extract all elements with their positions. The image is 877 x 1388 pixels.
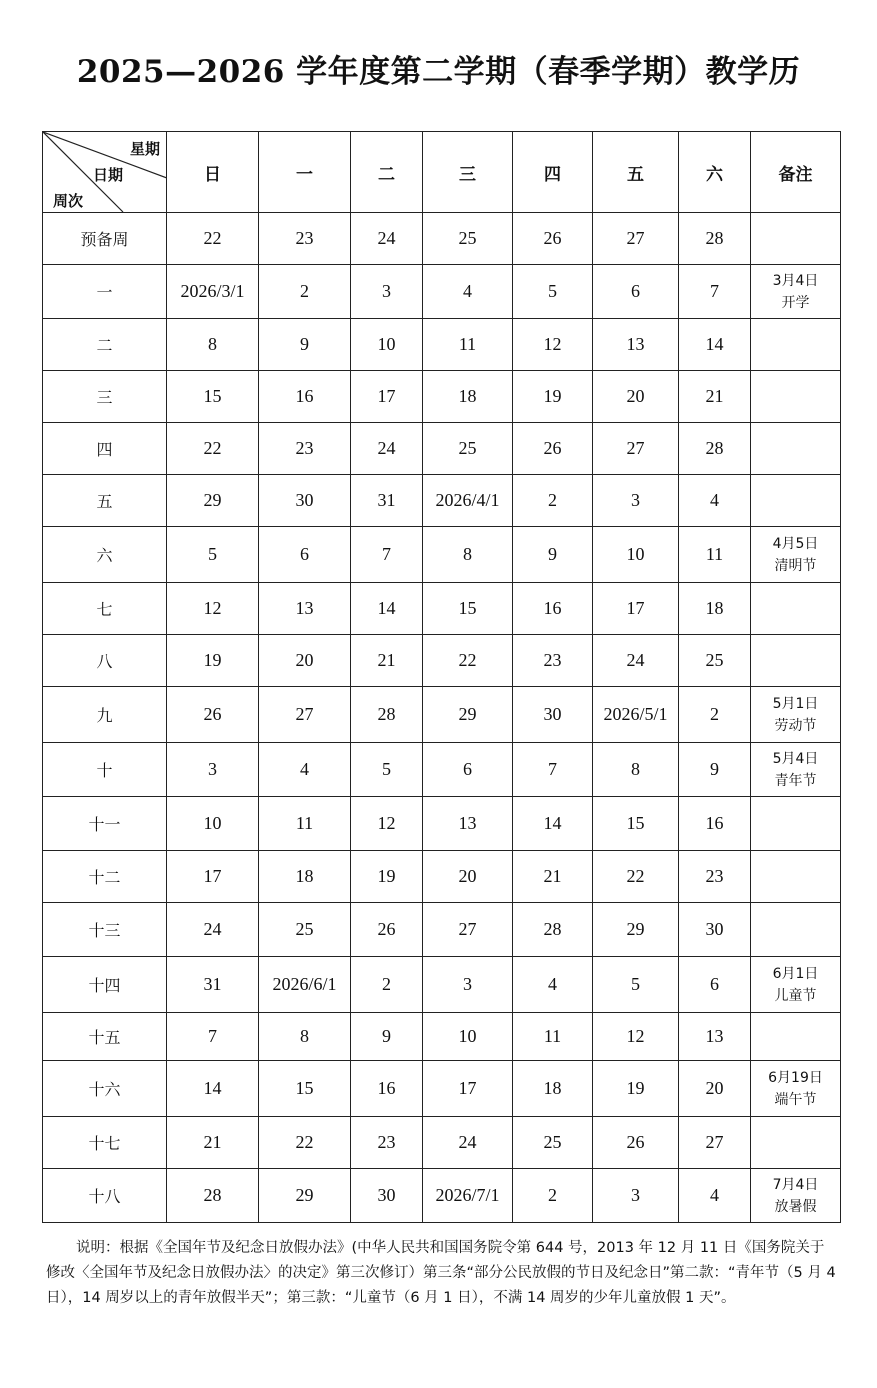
note-date: 6月19日 [768,1069,823,1086]
week-number-cell: 预备周 [43,213,167,265]
date-cell: 18 [679,583,751,635]
date-cell: 12 [513,319,593,371]
date-cell: 7 [167,1013,259,1061]
date-cell: 5 [593,957,679,1013]
date-cell: 2026/7/1 [423,1169,513,1223]
date-cell: 15 [423,583,513,635]
date-cell: 27 [423,903,513,957]
date-cell: 6 [423,743,513,797]
date-cell: 14 [513,797,593,851]
date-cell: 30 [259,475,351,527]
date-cell: 20 [423,851,513,903]
date-cell: 16 [679,797,751,851]
table-row [43,743,841,797]
header-day-thu: 四 [513,132,593,213]
date-cell: 2026/4/1 [423,475,513,527]
date-cell: 6 [593,265,679,319]
date-cell: 10 [593,527,679,583]
note-cell [751,213,841,265]
date-cell: 10 [167,797,259,851]
date-cell: 9 [679,743,751,797]
date-cell: 23 [259,213,351,265]
note-cell [751,371,841,423]
date-cell: 23 [513,635,593,687]
week-number-cell: 四 [43,423,167,475]
date-cell: 29 [259,1169,351,1223]
table-row [43,1013,841,1061]
page-title: 2025—2026 学年度第二学期（春季学期）教学历 [76,54,801,90]
date-cell: 31 [167,957,259,1013]
date-cell: 28 [167,1169,259,1223]
date-cell: 22 [593,851,679,903]
date-cell: 2 [351,957,423,1013]
date-cell: 13 [423,797,513,851]
date-cell: 15 [593,797,679,851]
note-cell [751,583,841,635]
note-date: 4月5日 [772,535,819,552]
date-cell: 26 [351,903,423,957]
table-row [43,265,841,319]
note-event: 放暑假 [774,1198,817,1215]
calendar-body [43,213,841,1223]
table-row [43,687,841,743]
table-row [43,1169,841,1223]
date-cell: 19 [513,371,593,423]
week-number-cell: 十二 [43,851,167,903]
date-cell: 26 [167,687,259,743]
date-cell: 19 [351,851,423,903]
header-row [43,132,841,213]
header-day-tue: 二 [351,132,423,213]
table-row [43,903,841,957]
date-cell: 4 [679,1169,751,1223]
date-cell: 27 [679,1117,751,1169]
week-number-cell: 七 [43,583,167,635]
date-cell: 3 [167,743,259,797]
note-cell [751,851,841,903]
date-cell: 30 [351,1169,423,1223]
week-number-cell: 十五 [43,1013,167,1061]
date-cell: 13 [593,319,679,371]
date-cell: 28 [351,687,423,743]
date-cell: 26 [513,423,593,475]
note-date: 6月1日 [772,965,819,982]
note-cell [751,423,841,475]
note-cell [751,687,841,743]
header-day-sat: 六 [679,132,751,213]
week-number-cell: 五 [43,475,167,527]
date-cell: 11 [679,527,751,583]
date-cell: 30 [679,903,751,957]
date-cell: 25 [679,635,751,687]
date-cell: 24 [351,213,423,265]
date-cell: 11 [423,319,513,371]
week-number-cell: 十六 [43,1061,167,1117]
date-cell: 4 [259,743,351,797]
date-cell: 8 [423,527,513,583]
date-cell: 24 [167,903,259,957]
date-cell: 29 [423,687,513,743]
date-cell: 12 [167,583,259,635]
date-cell: 4 [423,265,513,319]
week-number-cell: 六 [43,527,167,583]
date-cell: 2 [513,1169,593,1223]
date-cell: 8 [167,319,259,371]
date-cell: 24 [423,1117,513,1169]
week-number-cell: 十四 [43,957,167,1013]
week-number-cell: 二 [43,319,167,371]
date-cell: 3 [593,1169,679,1223]
date-cell: 7 [679,265,751,319]
date-cell: 3 [351,265,423,319]
date-cell: 11 [259,797,351,851]
date-cell: 28 [513,903,593,957]
date-cell: 8 [593,743,679,797]
week-number-cell: 三 [43,371,167,423]
table-row [43,319,841,371]
date-cell: 9 [513,527,593,583]
table-row [43,583,841,635]
date-cell: 29 [167,475,259,527]
date-cell: 18 [513,1061,593,1117]
note-date: 5月4日 [772,750,819,767]
footnote: 说明：根据《全国年节及纪念日放假办法》(中华人民共和国国务院令第 644 号，2013 年 12 月 11 日《国务院关于修改〈全国年节及纪念日放假办法〉的决定》第三次修订）第三条“部分公民放假的节日及纪念日”第二款：“青年节（5 月 4 日），14 周岁以上的青年放假半天”；第三款：“儿童节（6 月 1 日），不满 14 周岁的少年儿童放假 1 天”。 [46,1240,836,1306]
week-number-cell: 十七 [43,1117,167,1169]
note-event: 儿童节 [774,987,817,1004]
date-cell: 12 [351,797,423,851]
calendar-table [42,131,841,1223]
table-row [43,851,841,903]
date-cell: 5 [351,743,423,797]
date-cell: 16 [259,371,351,423]
date-cell: 29 [593,903,679,957]
date-cell: 21 [679,371,751,423]
date-cell: 17 [593,583,679,635]
date-cell: 25 [423,423,513,475]
date-cell: 16 [351,1061,423,1117]
table-row [43,475,841,527]
corner-header-cell [43,132,167,213]
table-row [43,527,841,583]
date-cell: 15 [259,1061,351,1117]
date-cell: 10 [351,319,423,371]
note-date: 7月4日 [772,1176,819,1193]
date-cell: 18 [423,371,513,423]
date-cell: 28 [679,213,751,265]
header-day-sun: 日 [167,132,259,213]
date-cell: 6 [679,957,751,1013]
date-cell: 23 [259,423,351,475]
date-cell: 13 [679,1013,751,1061]
date-cell: 19 [167,635,259,687]
date-cell: 3 [423,957,513,1013]
corner-date-label: 日期 [93,166,124,184]
date-cell: 17 [167,851,259,903]
date-cell: 3 [593,475,679,527]
date-cell: 2 [513,475,593,527]
note-cell [751,743,841,797]
date-cell: 24 [593,635,679,687]
date-cell: 20 [593,371,679,423]
date-cell: 25 [423,213,513,265]
week-number-cell: 十一 [43,797,167,851]
note-date: 5月1日 [772,695,819,712]
note-cell [751,797,841,851]
note-cell [751,1117,841,1169]
date-cell: 12 [593,1013,679,1061]
note-cell [751,635,841,687]
week-number-cell: 十 [43,743,167,797]
date-cell: 25 [513,1117,593,1169]
week-number-cell: 一 [43,265,167,319]
date-cell: 27 [259,687,351,743]
table-row [43,635,841,687]
date-cell: 14 [679,319,751,371]
date-cell: 23 [351,1117,423,1169]
header-day-wed: 三 [423,132,513,213]
date-cell: 13 [259,583,351,635]
date-cell: 15 [167,371,259,423]
date-cell: 8 [259,1013,351,1061]
table-row [43,1117,841,1169]
date-cell: 2 [679,687,751,743]
table-row [43,423,841,475]
header-notes: 备注 [751,132,841,213]
header-day-mon: 一 [259,132,351,213]
week-number-cell: 十三 [43,903,167,957]
date-cell: 24 [351,423,423,475]
date-cell: 2 [259,265,351,319]
date-cell: 28 [679,423,751,475]
corner-weekday-label: 星期 [129,140,160,158]
corner-week-number-label: 周次 [53,192,84,210]
date-cell: 22 [167,213,259,265]
note-event: 开学 [781,294,810,311]
date-cell: 2026/5/1 [593,687,679,743]
date-cell: 6 [259,527,351,583]
note-cell [751,957,841,1013]
date-cell: 4 [513,957,593,1013]
date-cell: 9 [259,319,351,371]
date-cell: 2026/3/1 [167,265,259,319]
note-event: 劳动节 [774,717,817,734]
table-row [43,957,841,1013]
date-cell: 14 [351,583,423,635]
note-event: 端午节 [774,1091,817,1108]
date-cell: 31 [351,475,423,527]
date-cell: 7 [351,527,423,583]
date-cell: 27 [593,423,679,475]
date-cell: 30 [513,687,593,743]
date-cell: 18 [259,851,351,903]
date-cell: 7 [513,743,593,797]
note-event: 清明节 [774,557,817,574]
date-cell: 22 [259,1117,351,1169]
note-event: 青年节 [774,772,817,789]
date-cell: 17 [351,371,423,423]
note-cell [751,265,841,319]
date-cell: 23 [679,851,751,903]
date-cell: 20 [259,635,351,687]
date-cell: 21 [167,1117,259,1169]
date-cell: 26 [513,213,593,265]
date-cell: 21 [513,851,593,903]
date-cell: 25 [259,903,351,957]
table-row [43,1061,841,1117]
header-day-fri: 五 [593,132,679,213]
date-cell: 14 [167,1061,259,1117]
note-cell [751,903,841,957]
week-number-cell: 十八 [43,1169,167,1223]
date-cell: 17 [423,1061,513,1117]
date-cell: 20 [679,1061,751,1117]
note-cell [751,1169,841,1223]
note-date: 3月4日 [772,272,819,289]
note-cell [751,527,841,583]
date-cell: 21 [351,635,423,687]
date-cell: 16 [513,583,593,635]
week-number-cell: 九 [43,687,167,743]
table-row [43,797,841,851]
date-cell: 22 [423,635,513,687]
date-cell: 26 [593,1117,679,1169]
note-cell [751,475,841,527]
date-cell: 5 [167,527,259,583]
date-cell: 19 [593,1061,679,1117]
week-number-cell: 八 [43,635,167,687]
date-cell: 5 [513,265,593,319]
date-cell: 11 [513,1013,593,1061]
date-cell: 4 [679,475,751,527]
date-cell: 22 [167,423,259,475]
date-cell: 27 [593,213,679,265]
note-cell [751,1061,841,1117]
note-cell [751,319,841,371]
date-cell: 10 [423,1013,513,1061]
table-row [43,213,841,265]
date-cell: 9 [351,1013,423,1061]
table-row [43,371,841,423]
note-cell [751,1013,841,1061]
date-cell: 2026/6/1 [259,957,351,1013]
